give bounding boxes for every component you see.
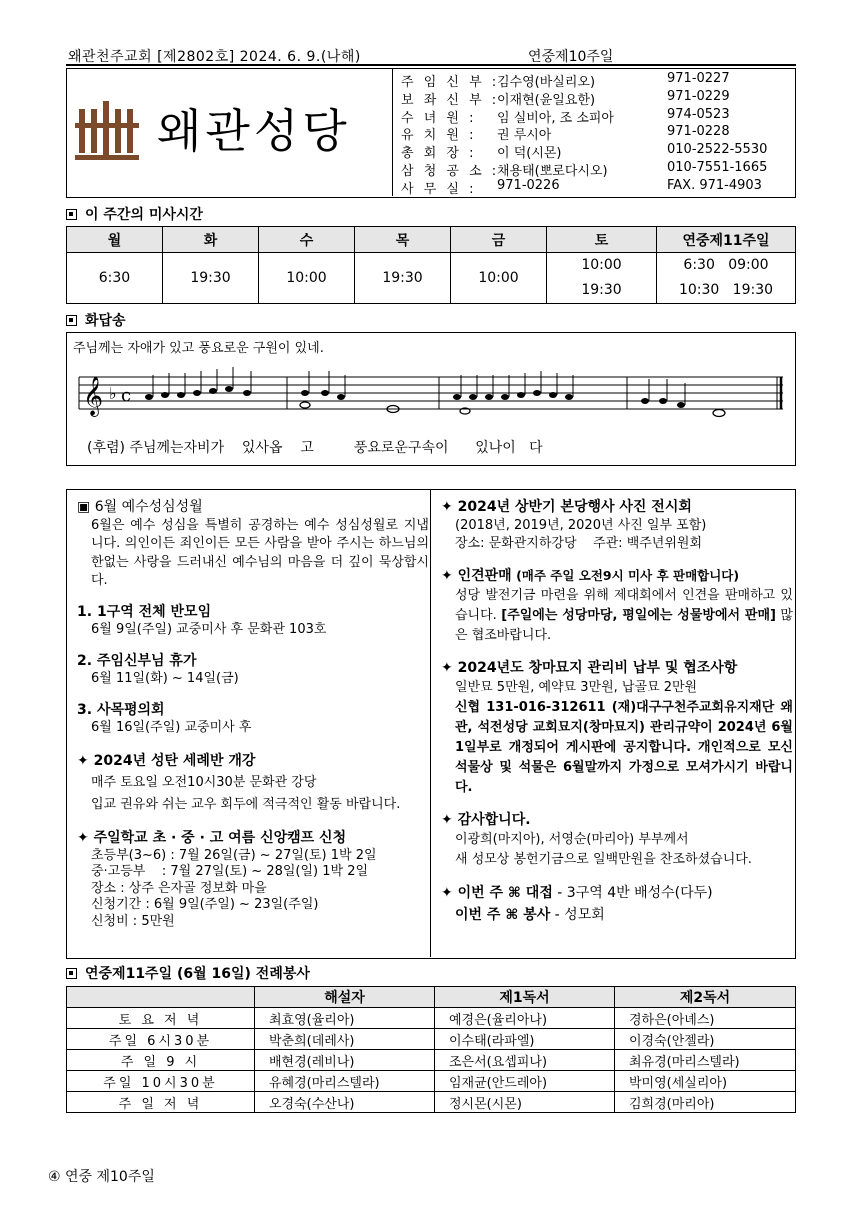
staff-row: 주 임 신 부 : 김수영(바실리오) 971-0227 — [401, 71, 730, 90]
mass-section-title: 이 주간의 미사시간 — [66, 204, 203, 224]
notice-item: ✦ 이번 주 ⌘ 대접 - 3구역 4반 배성수(다두) 이번 주 ⌘ 봉사 - 성모회 — [441, 884, 713, 923]
header-box — [66, 68, 796, 198]
notice-item: ✦ 주일학교 초 · 중 · 고 여름 신앙캠프 신청 초등부(3~6) : 7월 26일(금) ~ 27일(토) 1박 2일 중·고등부 : 7월 27일(토) ~ 28일(일) 1박 2일 장소 : 상주 은자골 정보화 마을 신청기간 : 6월 9일(주일) ~ 23일(주일) 신청비 : 5만원 — [77, 829, 377, 929]
star-bullet-icon: ✦ — [441, 884, 453, 901]
notice-item: ▣ 6월 예수성심성월 6월은 예수 성심을 특별히 공경하는 예수 성심성월로 지냅니다. 의인이든 죄인이든 모든 사람을 받아 주시는 하느님의 한없는 사랑을 드러내신 예수님의 마음을 더 깊이 묵상합시다. — [77, 499, 429, 588]
svg-text:♭: ♭ — [109, 384, 117, 403]
staff-row: 수 녀 원 : 임 실비아, 조 소피아 974-0523 — [401, 106, 730, 126]
column-divider — [430, 490, 431, 957]
notices-left-column — [77, 498, 429, 930]
liturgy-table — [66, 986, 796, 1113]
staff-list — [397, 71, 795, 196]
mass-times-row: 6:30 19:30 10:00 19:30 10:00 10:00 19:30 6:30 09:00 10:30 19:30 — [67, 253, 796, 304]
liturgy-header-row: 해설자 제1독서 제2독서 — [67, 987, 796, 1008]
staff-row: 보 좌 신 부 : 이재현(윤일요한) 971-0229 — [401, 88, 730, 108]
logo — [67, 69, 393, 196]
star-bullet-icon: ✦ — [441, 567, 453, 584]
mass-schedule-table — [66, 226, 796, 304]
table-row: 주 일 저 녁 오경숙(수산나) 정시몬(시몬) 김희경(마리아) — [67, 1092, 796, 1113]
notice-item: ✦ 2024년도 창마묘지 관리비 납부 및 협조사항 일반묘 5만원, 예약묘 3만원, 납골묘 2만원 신협 131-016-312611 (재)대구구천주교회유지재단 왜관, 석전성당 교회묘지(창마묘지) 관리규약이 2024년 6월 1일부로 개정되어 게시판에 공지합니다. 개인적으로 모신 석물상 및 석물은 6월말까지 가정으로 모셔가시기 바랍니다. — [441, 659, 793, 795]
logo-text: 왜관성당 — [157, 104, 351, 158]
table-row: 주일 6시30분 박춘희(데레사) 이수태(라파엘) 이경숙(안젤라) — [67, 1029, 796, 1050]
square-bullet-icon — [66, 315, 77, 326]
page-footer: ④ 연중 제10주일 — [48, 1169, 155, 1185]
notice-item: ✦ 감사합니다. 이광희(마지아), 서영순(마리아) 부부께서 새 성모상 봉헌기금으로 일백만원을 찬조하셨습니다. — [441, 811, 752, 867]
notice-item: 1. 1구역 전체 반모임 6월 9일(주일) 교중미사 후 문화관 103호 — [77, 603, 327, 637]
notice-item: 3. 사목평의회 6월 16일(주일) 교중미사 후 — [77, 701, 252, 735]
svg-text:c: c — [121, 385, 132, 406]
psalm-response-text: 주님께는 자애가 있고 풍요로운 구원이 있네. — [73, 341, 324, 356]
staff-row: 총 회 장 : 이 덕(시몬) 010-2522-5530 — [401, 142, 768, 162]
notice-item: 2. 주임신부님 휴가 6월 11일(화) ~ 14일(금) — [77, 652, 239, 686]
psalm-box — [66, 332, 796, 466]
staff-row: 유 치 원 : 권 루시아 971-0228 — [401, 124, 730, 144]
notice-item: ✦ 2024년 상반기 본당행사 사진 전시회 (2018년, 2019년, 2020년 사진 일부 포함) 장소: 문화관지하강당 주관: 백주년위원회 — [441, 499, 707, 551]
church-mark-icon — [75, 101, 155, 165]
star-bullet-icon: ✦ — [77, 752, 89, 769]
square-bullet-icon — [66, 968, 77, 979]
square-bullet-icon — [66, 209, 77, 220]
star-bullet-icon: ✦ — [441, 811, 453, 828]
table-row: 토 요 저 녁 최효영(율리아) 예경은(율리아나) 경하은(아녜스) — [67, 1008, 796, 1029]
star-bullet-icon: ✦ — [77, 829, 89, 846]
notices-right-column — [441, 498, 793, 926]
notice-item: ✦ 인견판매 (매주 주일 오전9시 미사 후 판매합니다) 성당 발전기금 마련을 위해 제대회에서 인견을 판매하고 있습니다. [주일에는 성당마당, 평일에는 성물방에서 판매] 많은 협조바랍니다. — [441, 567, 793, 643]
bulletin-issue: 왜관천주교회 [제2802호] 2024. 6. 9.(나해) — [68, 49, 361, 65]
star-bullet-icon: ✦ — [441, 499, 453, 515]
notices-box — [66, 489, 796, 959]
notice-item: ✦ 2024년 성탄 세례반 개강 매주 토요일 오전10시30분 문화관 강당 입교 권유와 쉬는 교우 회두에 적극적인 활동 바랍니다. — [77, 752, 401, 812]
table-row: 주 일 9 시 배현경(레비나) 조은서(요셉피나) 최유경(마리스텔라) — [67, 1050, 796, 1071]
table-row: 주일 10시30분 유혜경(마리스텔라) 임재균(안드레아) 박미영(세실리아) — [67, 1071, 796, 1092]
sunday-name: 연중제10주일 — [528, 49, 614, 65]
liturgy-section-title: 연중제11주일 (6월 16일) 전례봉사 — [66, 963, 310, 983]
music-staff-icon — [75, 363, 789, 435]
star-bullet-icon: ✦ — [441, 659, 453, 676]
masthead-line — [66, 44, 796, 66]
psalm-lyrics: (후렴) 주님께는자비가 있사옵 고 풍요로운구속이 있나이 다 — [87, 440, 543, 456]
staff-row: 삼 청 공 소 : 채용태(뽀로다시오) 010-7551-1665 — [401, 159, 768, 179]
psalm-section-title: 화답송 — [66, 310, 126, 330]
svg-text:𝄞: 𝄞 — [83, 376, 104, 416]
mass-header-row: 월 화 수 목 금 토 연중제11주일 — [67, 227, 796, 253]
staff-row: 사 무 실 : 971-0226 FAX. 971-4903 — [401, 177, 762, 197]
